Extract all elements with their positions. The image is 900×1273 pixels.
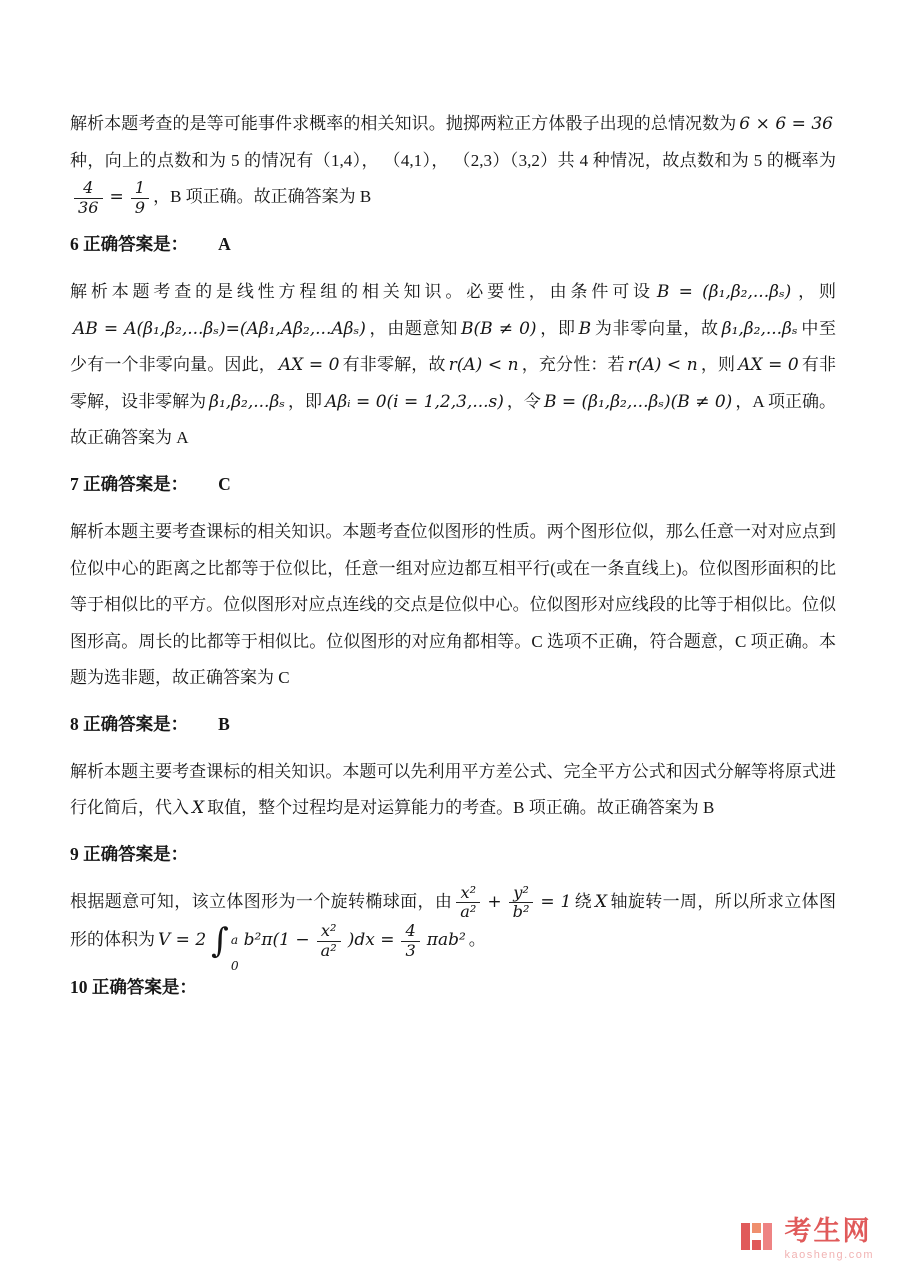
- explanation-q6: [70, 274, 836, 457]
- fraction: $\frac{4}{3}$: [401, 922, 419, 960]
- math-inline: b²π(1 −: [243, 930, 310, 950]
- text-run: ，即: [539, 318, 576, 338]
- answer-letter: A: [218, 234, 231, 255]
- explanation-q9: [70, 882, 837, 974]
- text-run: ，由题意知: [368, 318, 459, 338]
- math-inline: X: [192, 798, 205, 819]
- math-inline: X: [595, 891, 608, 912]
- math-inline: B(B ≠ 0): [461, 318, 537, 339]
- math-inline: B = (β₁,β₂,...βₛ)(B ≠ 0): [543, 391, 733, 412]
- math-inline: r(A) < n: [448, 355, 519, 376]
- text-run: ，即: [288, 391, 323, 411]
- math-inline: β₁,β₂,...βₛ: [209, 391, 286, 412]
- math-inline: r(A) < n: [627, 355, 698, 376]
- answer-letter: C: [218, 474, 231, 494]
- answer-heading-6: [70, 231, 836, 256]
- brand-text-block: [784, 1217, 874, 1261]
- fraction: $\frac{4}{36}$: [74, 179, 103, 217]
- text-run: 解析本题考查的是等可能事件求概率的相关知识。抛掷两粒正方体骰子出现的总情况数为: [70, 114, 737, 133]
- answer-heading-label: 8 正确答案是：: [70, 713, 189, 734]
- answer-heading-9: [70, 841, 836, 866]
- text-run: 解析本题主要考查课标的相关知识。本题考查位似图形的性质。两个图形位似，那么任意一对对应点到位似中心的距离之比都等于位似比，任意一组对应边都互相平行(或在一条直线上)。位似图形面积的比等于相似比的平方。位似图形对应点连线的交点是位似中心。位似图形对应线段的比等于相似比。位似图形高。周长的比都等于相似比。位似图形的对应角都相等。C 选项不正确，符合题意，C 项正确。本题为选非题，故正确答案为 C: [70, 522, 836, 688]
- answer-heading-label: 10 正确答案是：: [70, 977, 197, 998]
- text-run: 轴旋转一周，所以所求立体图形的体积为: [70, 891, 837, 949]
- text-run: 绕: [574, 891, 593, 911]
- answer-heading-label: 6 正确答案是：: [70, 234, 189, 255]
- text-run: 解析本题主要考查课标的相关知识。本题可以先利用平方差公式、完全平方公式和因式分解等将原式进行化简后，代入: [70, 761, 836, 818]
- fraction: $\frac{\text{y²}}{\text{b²}}$: [509, 884, 534, 922]
- integral-sign: ∫ a 0: [211, 921, 239, 974]
- text-run: 取值，整个过程均是对运算能力的考查。B 项正确。故正确答案为 B: [207, 798, 715, 818]
- text-run: 种，向上的点数和为 5 的情况有（1,4）， （4,1）， （2,3）（3,2）共 4 种情况，故点数和为 5 的概率为: [70, 150, 836, 170]
- kaosheng-watermark: [739, 1217, 874, 1261]
- text-run: 根据题意可知，该立体图形为一个旋转椭球面，由: [70, 891, 453, 911]
- math-inline: )dx =: [347, 930, 395, 950]
- fraction: $\frac{\text{x²}}{\text{a²}}$: [317, 922, 341, 960]
- answer-heading-8: [70, 711, 836, 736]
- math-inline: = 1: [540, 891, 572, 912]
- fraction: $\frac{\text{x²}}{\text{a²}}$: [456, 884, 480, 922]
- math-inline: AB = A(β₁,β₂,...βₛ)=(Aβ₁,Aβ₂,...Aβₛ): [73, 318, 366, 339]
- text-run: 有非零解，设非零解为: [70, 355, 837, 411]
- text-run: 有非零解，故: [342, 355, 446, 375]
- math-inline: +: [487, 891, 502, 912]
- brand-name: 考生网: [784, 1216, 872, 1247]
- kaosheng-logo-icon: [739, 1219, 775, 1260]
- math-inline: B: [578, 318, 592, 339]
- explanation-q7: [70, 514, 836, 697]
- brand-domain: kaosheng.com: [784, 1248, 874, 1261]
- text-run: 解析本题考查的是线性方程组的相关知识。必要性，由条件可设: [70, 282, 654, 302]
- answer-letter: B: [218, 713, 230, 734]
- math-inline: AX = 0: [278, 355, 340, 376]
- text-run: ，A 项正确。故正确答案为 A: [70, 391, 837, 448]
- explanation-q8: [70, 754, 836, 827]
- math-inline: B = (β₁,β₂,...βₛ): [656, 282, 792, 303]
- answer-heading-label: 9 正确答案是：: [70, 843, 189, 864]
- math-inline: πab²: [426, 930, 466, 950]
- answer-heading-10: [70, 974, 836, 999]
- math-inline: β₁,β₂,...βₛ: [721, 318, 798, 339]
- text-run: 中至少有一个非零向量。因此，: [70, 318, 837, 375]
- text-run: ，B 项正确。故正确答案为 B: [153, 187, 372, 207]
- answer-heading-label: 7 正确答案是：: [70, 474, 189, 494]
- math-inline: AX = 0: [738, 355, 799, 376]
- text-run: ，充分性：若: [521, 355, 625, 375]
- math-inline: 6 × 6 = 36: [739, 114, 834, 134]
- answer-heading-7: [70, 471, 836, 496]
- text-run: 为非零向量，故: [594, 318, 719, 338]
- explanation-q5: [70, 106, 836, 217]
- text-run: ，令: [506, 391, 541, 411]
- text-run: ，则: [700, 355, 736, 375]
- math-inline: Aβᵢ = 0(i = 1,2,3,...s): [325, 391, 504, 412]
- text-run: ，则: [794, 282, 837, 302]
- fraction: $\frac{1}{9}$: [131, 179, 149, 217]
- math-inline: =: [109, 187, 124, 208]
- text-run: 。: [468, 930, 486, 949]
- math-inline: V = 2: [158, 930, 207, 950]
